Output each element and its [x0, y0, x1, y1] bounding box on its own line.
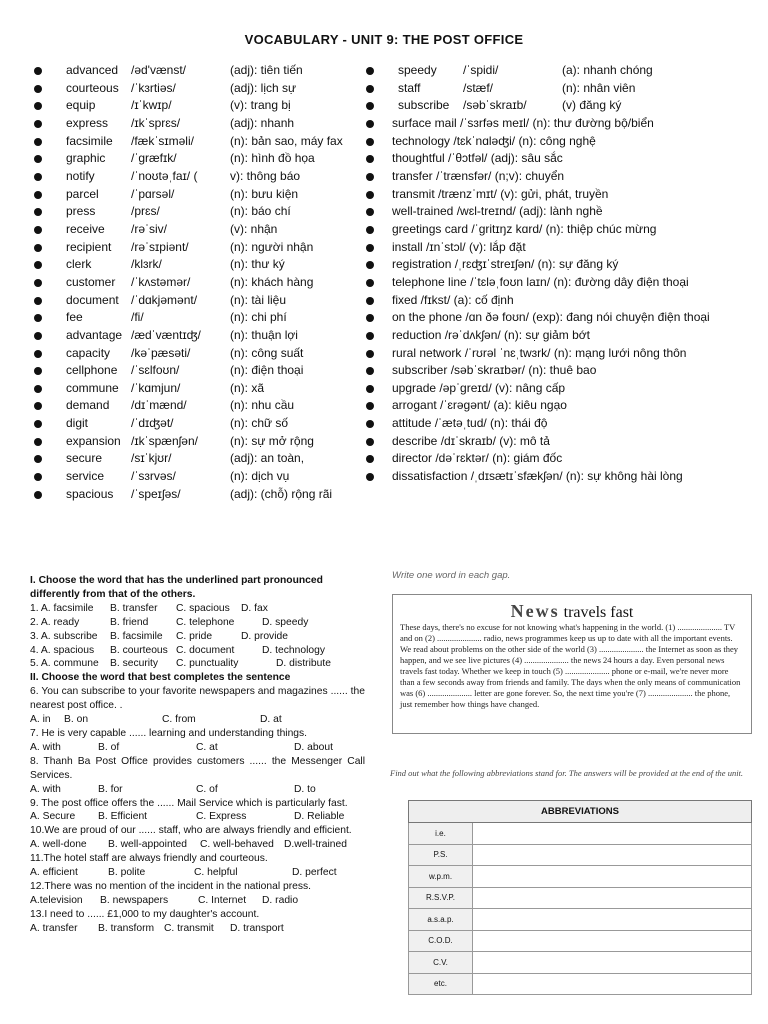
vocab-ipa: /ˈdɪʤət/	[131, 416, 174, 431]
question-7-options: A. with B. of C. at D. about	[30, 741, 333, 753]
bullet-icon	[34, 455, 42, 463]
vocab-word: advanced	[66, 63, 119, 77]
vocab-word: fee	[66, 310, 83, 325]
bullet-icon	[366, 438, 374, 446]
vocab-meaning: (v) đăng ký	[562, 98, 622, 113]
bullet-icon	[366, 138, 374, 146]
vocab-list-right	[366, 62, 768, 486]
vocab-item	[366, 186, 768, 204]
vocab-item	[366, 380, 768, 398]
vocab-ipa: /ædˈvæntɪʤ/	[131, 327, 201, 342]
vocab-entry: telephone line /ˈtɛləˌfoʊn laɪn/ (n): đường dây điện thoại	[392, 274, 689, 289]
vocab-meaning: (adj): lịch sự	[230, 80, 297, 95]
news-instruction: Write one word in each gap.	[392, 570, 511, 581]
vocab-ipa: /fækˈsɪməli/	[131, 133, 194, 148]
bullet-icon	[34, 350, 42, 358]
vocab-item	[366, 345, 768, 363]
vocab-meaning: (adj): nhanh	[230, 115, 295, 130]
vocab-item	[34, 380, 374, 398]
bullet-icon	[366, 67, 374, 75]
vocab-ipa: /ˈspeɪʃəs/	[131, 486, 181, 501]
vocab-meaning: (n): bản sao, máy fax	[230, 133, 343, 148]
vocab-ipa: /rəˈsɪpiənt/	[131, 239, 189, 254]
vocab-ipa: /ˈpɑrsəl/	[131, 186, 175, 201]
bullet-icon	[366, 350, 374, 358]
vocab-entry: install /ɪnˈstɔl/ (v): lắp đặt	[392, 239, 526, 254]
vocab-ipa: /ˈsɛlfoʊn/	[131, 363, 180, 378]
vocab-word: cellphone	[66, 363, 118, 378]
news-title: News travels fast	[510, 601, 634, 621]
vocab-meaning: (n): chữ số	[230, 416, 289, 431]
vocab-meaning: (n): khách hàng	[230, 274, 314, 289]
vocab-item	[366, 62, 768, 80]
abbr-code: a.s.a.p.	[409, 909, 473, 931]
abbr-code: C.V.	[409, 952, 473, 974]
bullet-icon	[34, 402, 42, 410]
vocab-entry: fixed /fɪkst/ (a): cố định	[392, 292, 514, 307]
vocab-meaning: (adj): tiên tiến	[230, 63, 303, 77]
abbreviations-header: ABBREVIATIONS	[409, 801, 752, 823]
abbr-code: P.S.	[409, 844, 473, 866]
vocab-entry: describe /dɪˈskraɪb/ (v): mô tả	[392, 433, 550, 448]
vocab-item	[366, 97, 768, 115]
vocab-meaning: (n): tài liệu	[230, 292, 287, 307]
vocab-entry: transmit /trænzˈmɪt/ (v): gửi, phát, truyền	[392, 186, 609, 201]
vocab-ipa: /ɪkˈspænʃən/	[131, 433, 198, 448]
vocab-word: commune	[66, 380, 119, 395]
vocab-item	[34, 362, 374, 380]
vocab-ipa: /ɪˈkwɪp/	[131, 98, 172, 113]
question-12-options: A.television B. newspapers C. Internet D. radio	[30, 894, 299, 906]
abbr-row	[409, 952, 752, 974]
abbr-row	[409, 973, 752, 995]
vocab-item	[34, 274, 374, 292]
vocab-word: advantage	[66, 327, 123, 342]
vocab-meaning: (n): nhân viên	[562, 80, 636, 95]
vocab-meaning: (adj): an toàn,	[230, 451, 305, 466]
vocab-word: customer	[66, 274, 116, 289]
vocab-entry: registration /ˌrɛʤɪˈstreɪʃən/ (n): sự đăng ký	[392, 257, 619, 272]
bullet-icon	[366, 402, 374, 410]
vocab-entry: technology /tɛkˈnɑləʤi/ (n): công nghệ	[392, 133, 596, 148]
vocab-meaning: (v): trang bị	[230, 98, 291, 113]
vocab-entry: arrogant /ˈɛrəɡənt/ (a): kiêu ngạo	[392, 398, 567, 413]
abbr-row	[409, 866, 752, 888]
vocab-ipa: /ˈdɑkjəmənt/	[131, 292, 198, 307]
vocab-entry: subscriber /səbˈskraɪbər/ (n): thuê bao	[392, 363, 597, 378]
abbr-row	[409, 844, 752, 866]
vocab-item	[34, 256, 374, 274]
vocab-item	[34, 415, 374, 433]
vocab-entry: transfer /ˈtrænsfər/ (n;v): chuyển	[392, 168, 565, 183]
vocab-entry: thoughtful /ˈθɔtfəl/ (adj): sâu sắc	[392, 151, 563, 166]
vocab-ipa: /ˈkʌstəmər/	[131, 274, 191, 289]
abbr-answer-cell[interactable]	[473, 844, 752, 866]
question-12: 12.There was no mention of the incident in the national press.	[30, 880, 312, 892]
vocab-item	[34, 186, 374, 204]
vocab-item	[34, 486, 374, 504]
abbr-code: w.p.m.	[409, 866, 473, 888]
abbr-answer-cell[interactable]	[473, 909, 752, 931]
vocab-ipa: /dɪˈmænd/	[131, 398, 187, 413]
vocab-item	[366, 415, 768, 433]
question-3: 3. A. subscribe B. facsimile C. pride D. provide	[30, 630, 288, 642]
question-13: 13.I need to ...... £1,000 to my daughter's account.	[30, 908, 260, 920]
vocab-word: press	[66, 204, 96, 219]
vocab-word: clerk	[66, 257, 92, 272]
vocab-item	[366, 203, 768, 221]
question-7: 7. He is very capable ...... learning and understanding things.	[30, 727, 308, 739]
vocab-word: spacious	[66, 486, 114, 501]
abbreviations-table	[408, 800, 752, 995]
vocab-ipa: /ˈɡræfɪk/	[131, 151, 177, 166]
vocab-item	[366, 133, 768, 151]
vocab-word: service	[66, 469, 105, 484]
bullet-icon	[34, 420, 42, 428]
vocab-ipa: /ˈnoʊtəˌfaɪ/ (	[131, 168, 198, 183]
vocab-entry: surface mail /ˈsɜrfəs meɪl/ (n): thư đường bộ/biển	[392, 115, 654, 130]
vocab-word: express	[66, 115, 109, 130]
abbr-code: i.e.	[409, 823, 473, 845]
bullet-icon	[34, 261, 42, 269]
vocab-ipa: /ˈkɜrtiəs/	[131, 80, 176, 95]
question-10: 10.We are proud of our ...... staff, who are always friendly and efficient.	[30, 825, 352, 837]
abbr-code: R.S.V.P.	[409, 887, 473, 909]
question-5: 5. A. commune B. security C. punctuality D. distribute	[30, 658, 331, 670]
vocab-list-left	[34, 62, 374, 503]
vocab-meaning: (n): hình đồ họa	[230, 151, 315, 166]
bullet-icon	[366, 191, 374, 199]
vocab-entry: upgrade /əpˈɡreɪd/ (v): nâng cấp	[392, 380, 566, 395]
vocab-meaning: (n): thư ký	[230, 257, 285, 272]
vocab-item	[34, 133, 374, 151]
vocab-item	[34, 468, 374, 486]
bullet-icon	[366, 367, 374, 375]
exercise-part2-heading: II. Choose the word that best completes the sentence	[30, 672, 291, 684]
bullet-icon	[366, 332, 374, 340]
question-2: 2. A. ready B. friend C. telephone D. speedy	[30, 616, 309, 628]
vocab-entry: greetings card /ˈɡritɪŋz kɑrd/ (n): thiệp chúc mừng	[392, 221, 657, 236]
question-11-options: A. efficient B. polite C. helpful D. perfect	[30, 867, 337, 879]
vocab-ipa: /fi/	[131, 310, 144, 325]
news-body: These days, there's no excuse for not knowing what's happening in the world. (1) ..................... TV and on (2) ..................... radio, news programmes keep us up to date with all the important events. We read about problems on the other side of the world (3) ..................... the Internet as soon as they happen, and we see live pictures (4) ..................... the news 24 hours a day. Even personal news travels fast today. Whether we keep in touch (5) ..................... phone or e-mail, we're never more than a few seconds away from friends and family. The days when the only means of communication was (6) ..................... letter are gone forever. So, the next time you're (7) ..................... the phone, just remember how things have changed.	[400, 622, 741, 709]
vocab-word: demand	[66, 398, 110, 413]
vocab-item	[34, 168, 374, 186]
bullet-icon	[34, 85, 42, 93]
vocab-item	[366, 309, 768, 327]
abbr-answer-cell[interactable]	[473, 866, 752, 888]
vocab-word: courteous	[66, 80, 119, 95]
bullet-icon	[34, 385, 42, 393]
vocab-word: document	[66, 292, 119, 307]
vocab-item	[34, 327, 374, 345]
vocab-item	[366, 150, 768, 168]
bullet-icon	[34, 332, 42, 340]
bullet-icon	[34, 208, 42, 216]
vocab-meaning: (n): sự mở rộng	[230, 433, 314, 448]
exercise-section	[30, 574, 365, 936]
bullet-icon	[34, 191, 42, 199]
abbr-row	[409, 930, 752, 952]
vocab-item	[34, 450, 374, 468]
vocab-item	[34, 203, 374, 221]
vocab-item	[34, 345, 374, 363]
abbr-instruction: Find out what the following abbreviations stand for. The answers will be provided at the end of the unit.	[390, 768, 744, 778]
bullet-icon	[366, 297, 374, 305]
vocab-item	[366, 274, 768, 292]
bullet-icon	[34, 67, 42, 75]
vocab-item	[366, 221, 768, 239]
vocab-meaning: (n): điện thoại	[230, 363, 304, 378]
question-13-options: A. transfer B. transform C. transmit D. transport	[30, 922, 284, 934]
vocab-meaning: (n): thuận lợi	[230, 327, 298, 342]
abbr-answer-cell[interactable]	[473, 973, 752, 995]
vocab-item	[34, 239, 374, 257]
bullet-icon	[366, 244, 374, 252]
vocab-meaning: (n): người nhận	[230, 239, 314, 254]
question-8-options: A. with B. for C. of D. to	[30, 783, 316, 795]
vocab-ipa: /ˈkɑmjun/	[131, 380, 181, 395]
bullet-icon	[366, 279, 374, 287]
vocab-word: graphic	[66, 151, 106, 166]
abbr-code: etc.	[409, 973, 473, 995]
vocab-ipa: /ˈspidi/	[463, 63, 499, 77]
vocab-item	[34, 62, 374, 80]
bullet-icon	[34, 438, 42, 446]
bullet-icon	[366, 208, 374, 216]
bullet-icon	[34, 173, 42, 181]
vocab-word: capacity	[66, 345, 111, 360]
vocab-word: staff	[398, 80, 421, 95]
vocab-item	[366, 450, 768, 468]
vocab-word: equip	[66, 98, 96, 113]
bullet-icon	[34, 155, 42, 163]
vocab-meaning: (n): dịch vụ	[230, 469, 290, 484]
vocab-meaning: (n): nhu cầu	[230, 398, 295, 413]
bullet-icon	[34, 491, 42, 499]
vocab-item	[366, 239, 768, 257]
bullet-icon	[366, 173, 374, 181]
bullet-icon	[34, 226, 42, 234]
question-8: 8. Thanh Ba Post Office provides customers ...... the Messenger Call Services.	[30, 755, 365, 781]
vocab-word: subscribe	[398, 98, 450, 113]
vocab-word: parcel	[66, 186, 99, 201]
vocab-item	[34, 309, 374, 327]
vocab-item	[366, 80, 768, 98]
vocab-word: recipient	[66, 239, 112, 254]
vocab-item	[34, 292, 374, 310]
vocab-ipa: /rəˈsiv/	[131, 221, 167, 236]
vocab-ipa: /stæf/	[463, 80, 494, 95]
vocab-entry: attitude /ˈætəˌtud/ (n): thái độ	[392, 416, 548, 431]
vocab-item	[34, 433, 374, 451]
vocab-item	[34, 97, 374, 115]
abbr-row	[409, 887, 752, 909]
vocab-ipa: /prɛs/	[131, 204, 160, 219]
vocab-word: facsimile	[66, 133, 113, 148]
vocab-item	[366, 115, 768, 133]
bullet-icon	[366, 155, 374, 163]
vocab-meaning: (n): bưu kiện	[230, 186, 299, 201]
exercise-part1-heading: I. Choose the word that has the underlined part pronounced differently from that of the others.	[30, 575, 323, 600]
bullet-icon	[366, 261, 374, 269]
vocab-meaning: (a): nhanh chóng	[562, 63, 653, 77]
vocab-item	[34, 150, 374, 168]
vocab-item	[366, 397, 768, 415]
bullet-icon	[366, 473, 374, 481]
bullet-icon	[34, 367, 42, 375]
abbr-answer-cell[interactable]	[473, 887, 752, 909]
bullet-icon	[366, 314, 374, 322]
bullet-icon	[34, 279, 42, 287]
question-10-options: A. well-done B. well-appointed C. well-behaved D.well-trained	[30, 839, 347, 851]
question-9-options: A. Secure B. Efficient C. Express D. Reliable	[30, 811, 345, 823]
question-11: 11.The hotel staff are always friendly and courteous.	[30, 853, 268, 865]
vocab-meaning: v): thông báo	[230, 168, 301, 183]
vocab-entry: well-trained /wɛl-treɪnd/ (adj): lành nghề	[392, 204, 603, 219]
vocab-meaning: (n): báo chí	[230, 204, 291, 219]
bullet-icon	[366, 85, 374, 93]
bullet-icon	[34, 244, 42, 252]
vocab-meaning: (n): xã	[230, 380, 265, 395]
bullet-icon	[366, 120, 374, 128]
vocab-item	[366, 433, 768, 451]
vocab-meaning: (n): công suất	[230, 345, 304, 360]
news-box	[392, 594, 752, 734]
vocab-word: notify	[66, 168, 95, 183]
vocab-word: expansion	[66, 433, 121, 448]
vocab-item	[366, 362, 768, 380]
abbr-row	[409, 823, 752, 845]
vocab-entry: director /dəˈrɛktər/ (n): giám đốc	[392, 451, 563, 466]
vocab-item	[366, 292, 768, 310]
vocab-entry: dissatisfaction /ˌdɪsætɪˈsfækʃən/ (n): sự không hài lòng	[392, 469, 683, 484]
abbr-code: C.O.D.	[409, 930, 473, 952]
vocab-word: digit	[66, 416, 89, 431]
bullet-icon	[366, 102, 374, 110]
vocab-word: secure	[66, 451, 103, 466]
vocab-entry: rural network /ˈrʊrəl ˈnɛˌtwɜrk/ (n): mạng lưới nông thôn	[392, 345, 687, 360]
vocab-item	[34, 221, 374, 239]
question-6-options: A. in B. on C. from D. at	[30, 714, 282, 726]
question-4: 4. A. spacious B. courteous C. document D. technology	[30, 644, 325, 656]
bullet-icon	[34, 314, 42, 322]
bullet-icon	[34, 473, 42, 481]
bullet-icon	[34, 138, 42, 146]
vocab-item	[34, 80, 374, 98]
question-9: 9. The post office offers the ...... Mail Service which is particularly fast.	[30, 797, 348, 809]
abbr-answer-cell[interactable]	[473, 823, 752, 845]
page-title: VOCABULARY - UNIT 9: THE POST OFFICE	[244, 32, 524, 47]
vocab-item	[34, 115, 374, 133]
vocab-word: receive	[66, 221, 105, 236]
bullet-icon	[34, 102, 42, 110]
bullet-icon	[366, 385, 374, 393]
question-6: 6. You can subscribe to your favorite newspapers and magazines ...... the nearest post office. .	[30, 686, 365, 712]
vocab-meaning: (n): chi phí	[230, 310, 287, 325]
bullet-icon	[366, 226, 374, 234]
vocab-meaning: (v): nhận	[230, 221, 278, 236]
vocab-ipa: /ɪkˈsprɛs/	[131, 115, 181, 130]
vocab-item	[34, 397, 374, 415]
vocab-ipa: /kəˈpæsəti/	[131, 345, 191, 360]
vocab-item	[366, 256, 768, 274]
question-1: 1. A. facsimile B. transfer C. spacious D. fax	[30, 602, 268, 614]
abbr-answer-cell[interactable]	[473, 952, 752, 974]
bullet-icon	[34, 297, 42, 305]
bullet-icon	[34, 120, 42, 128]
vocab-item	[366, 468, 768, 486]
bullet-icon	[366, 455, 374, 463]
vocab-item	[366, 327, 768, 345]
vocab-entry: reduction /rəˈdʌkʃən/ (n): sự giảm bớt	[392, 327, 590, 342]
vocab-entry: on the phone /ɑn ðə foʊn/ (exp): đang nói chuyện điện thoại	[392, 310, 710, 325]
vocab-ipa: /klɜrk/	[131, 257, 162, 272]
vocab-meaning: (adj): (chỗ) rộng rãi	[230, 486, 333, 501]
vocab-item	[366, 168, 768, 186]
vocab-ipa: /ˈsɜrvəs/	[131, 469, 176, 484]
vocab-ipa: /əd'vænst/	[131, 63, 186, 77]
vocab-ipa: /sɪˈkjʊr/	[131, 451, 172, 466]
abbr-row	[409, 909, 752, 931]
abbr-answer-cell[interactable]	[473, 930, 752, 952]
vocab-word: speedy	[398, 63, 437, 77]
bullet-icon	[366, 420, 374, 428]
vocab-ipa: /səbˈskraɪb/	[463, 98, 527, 113]
